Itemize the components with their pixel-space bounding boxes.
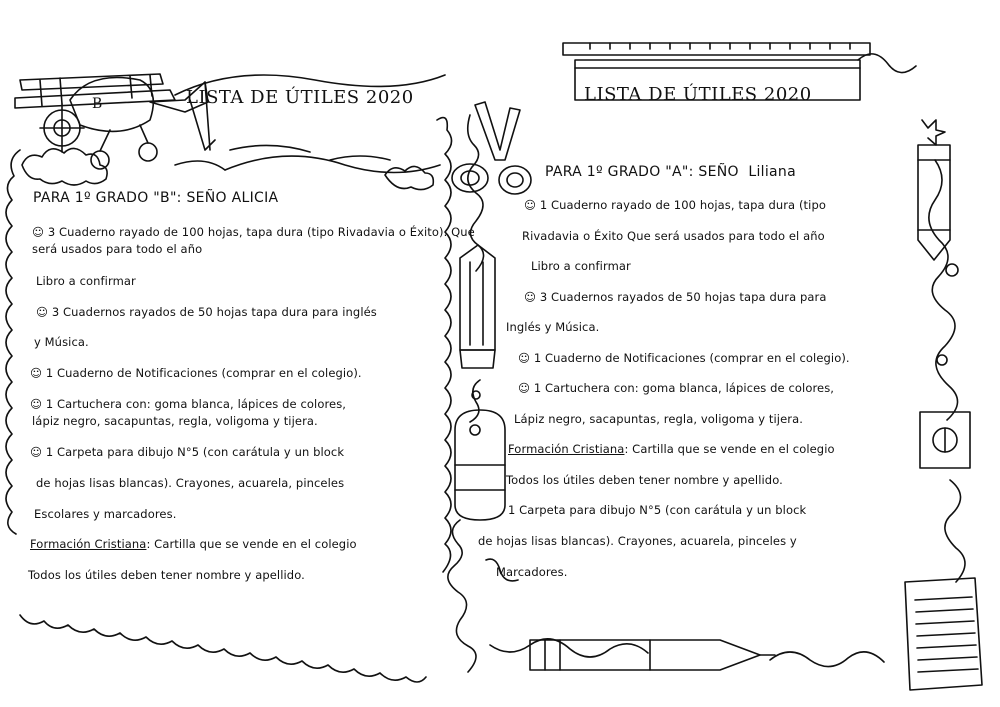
pencil-illustration (460, 245, 495, 368)
right-grade-heading (545, 164, 796, 180)
left-list-item: lápiz negro, sacapuntas, regla, voligoma y tijera. (32, 414, 318, 428)
left-list-item: ☺ 3 Cuadernos rayados de 50 hojas tapa dura para inglés (36, 305, 377, 319)
crayon-illustration (918, 120, 950, 260)
left-list-item: Escolares y marcadores. (34, 507, 177, 521)
right-list-item: Rivadavia o Éxito Que será usados para todo el año (522, 229, 825, 243)
right-list-item: ☺ 3 Cuadernos rayados de 50 hojas tapa dura para (524, 290, 827, 304)
left-formation-line (30, 537, 357, 551)
left-list-item: ☺ 1 Cartuchera con: goma blanca, lápices de colores, (30, 397, 347, 411)
right-teacher-name: Liliana (748, 164, 796, 180)
right-list-item: Lápiz negro, sacapuntas, regla, voligoma y tijera. (514, 412, 804, 426)
left-formation-detail: : Cartilla que se vende en el colegio (146, 537, 357, 551)
right-list-title: LISTA DE ÚTILES 2020 (584, 84, 812, 105)
biplane-illustration (15, 74, 215, 169)
notepad-illustration (905, 578, 982, 690)
svg-text:B: B (92, 96, 103, 112)
sharpener-illustration (920, 412, 970, 468)
left-list-item: Libro a confirmar (36, 274, 136, 288)
right-list-item: Libro a confirmar (531, 259, 631, 273)
right-list-item: Todos los útiles deben tener nombre y apellido. (506, 473, 783, 487)
eraser-illustration (455, 410, 505, 520)
right-list-item: de hojas lisas blancas). Crayones, acuarela, pinceles y (478, 534, 797, 548)
scissors-illustration (452, 102, 531, 194)
pen-illustration (530, 640, 775, 670)
left-list-item: ☺ 1 Cuaderno de Notificaciones (comprar en el colegio). (30, 366, 362, 380)
left-list-item: ☺ 3 Cuaderno rayado de 100 hojas, tapa dura (tipo Rivadavia o Éxito). Que (32, 225, 475, 239)
right-formation-link-text: Formación Cristiana (508, 442, 625, 456)
left-formation-link-text: Formación Cristiana (30, 537, 147, 551)
left-list-item: y Música. (34, 335, 89, 349)
left-list-item: ☺ 1 Carpeta para dibujo N°5 (con carátula y un block (30, 445, 345, 459)
left-list-item: Todos los útiles deben tener nombre y apellido. (28, 568, 305, 582)
left-list-title: LISTA DE ÚTILES 2020 (186, 87, 414, 108)
right-list-item: ☺ 1 Cartuchera con: goma blanca, lápices de colores, (518, 381, 835, 395)
right-list-item: ☺ 1 Cuaderno de Notificaciones (comprar en el colegio). (518, 351, 850, 365)
right-grade-heading-prefix: PARA 1º GRADO "A": SEÑO (545, 164, 739, 180)
right-list-item: ☺ 1 Cuaderno rayado de 100 hojas, tapa dura (tipo (524, 198, 826, 212)
left-grade-heading: PARA 1º GRADO "B": SEÑO ALICIA (33, 190, 279, 206)
right-list-item: Inglés y Música. (506, 320, 600, 334)
left-list-item: será usados para todo el año (32, 242, 203, 256)
left-list-item: de hojas lisas blancas). Crayones, acuarela, pinceles (36, 476, 345, 490)
right-list-item: 1 Carpeta para dibujo N°5 (con carátula y un block (508, 503, 807, 517)
right-formation-detail: : Cartilla que se vende en el colegio (624, 442, 835, 456)
right-list-item: Marcadores. (496, 565, 568, 579)
right-formation-line (508, 442, 835, 456)
